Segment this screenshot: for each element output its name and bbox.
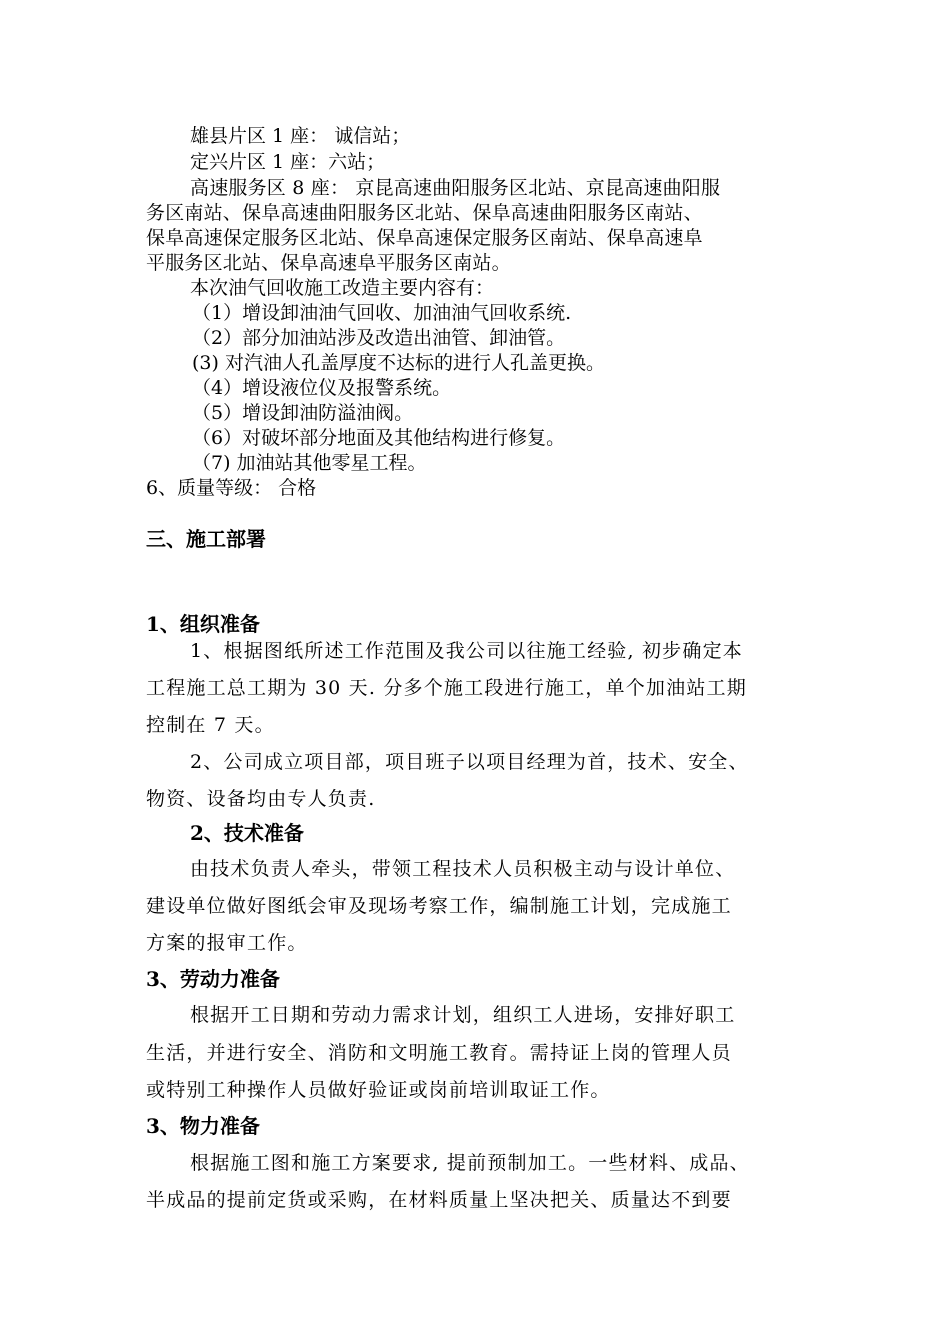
heading-organization: 1、组织准备 <box>146 612 260 636</box>
paragraph-main-content: 本次油气回收施工改造主要内容有： <box>190 277 495 299</box>
paragraph-labor-line1: 根据开工日期和劳动力需求计划，组织工人进场，安排好职工 <box>190 1004 736 1026</box>
section-heading-construction-deployment: 三、施工部署 <box>146 527 266 551</box>
list-item: （7) 加油站其他零星工程。 <box>192 452 427 474</box>
paragraph-xiongxian: 雄县片区 1 座： 诚信站； <box>190 125 411 147</box>
paragraph-org-line2: 工程施工总工期为 30 天. 分多个施工段进行施工，单个加油站工期 <box>146 677 747 699</box>
heading-technical: 2、技术准备 <box>190 821 304 845</box>
paragraph-labor-line2: 生活，并进行安全、消防和文明施工教育。需持证上岗的管理人员 <box>146 1042 732 1064</box>
paragraph-highway-line4: 平服务区北站、保阜高速阜平服务区南站。 <box>146 252 511 274</box>
paragraph-org2-line2: 物资、设备均由专人负责. <box>146 788 376 810</box>
paragraph-dingxing: 定兴片区 1 座：六站； <box>190 151 386 173</box>
paragraph-org-line1: 1、根据图纸所述工作范围及我公司以往施工经验, 初步确定本 <box>190 640 743 662</box>
paragraph-highway-line2: 务区南站、保阜高速曲阳服务区北站、保阜高速曲阳服务区南站、 <box>146 202 703 224</box>
paragraph-material-line2: 半成品的提前定货或采购，在材料质量上坚决把关、质量达不到要 <box>146 1189 732 1211</box>
paragraph-material-line1: 根据施工图和施工方案要求, 提前预制加工。一些材料、成品、 <box>190 1152 750 1174</box>
list-item: （4）增设液位仪及报警系统。 <box>192 377 452 399</box>
quality-grade: 6、质量等级： 合格 <box>146 477 317 499</box>
paragraph-highway-line3: 保阜高速保定服务区北站、保阜高速保定服务区南站、保阜高速阜 <box>146 227 703 249</box>
list-item: （1）增设卸油油气回收、加油油气回收系统. <box>192 302 572 324</box>
list-item: (3) 对汽油人孔盖厚度不达标的进行人孔盖更换。 <box>192 352 605 374</box>
paragraph-labor-line3: 或特别工种操作人员做好验证或岗前培训取证工作。 <box>146 1079 611 1101</box>
heading-labor: 3、劳动力准备 <box>146 967 280 991</box>
paragraph-org-line3: 控制在 7 天。 <box>146 714 275 736</box>
paragraph-tech-line1: 由技术负责人牵头，带领工程技术人员积极主动与设计单位、 <box>190 858 736 880</box>
paragraph-tech-line3: 方案的报审工作。 <box>146 932 308 954</box>
heading-material: 3、物力准备 <box>146 1114 260 1138</box>
paragraph-tech-line2: 建设单位做好图纸会审及现场考察工作，编制施工计划，完成施工 <box>146 895 732 917</box>
paragraph-org2-line1: 2、公司成立项目部，项目班子以项目经理为首，技术、安全、 <box>190 751 749 773</box>
list-item: （6）对破坏部分地面及其他结构进行修复。 <box>192 427 566 449</box>
paragraph-highway-line1: 高速服务区 8 座： 京昆高速曲阳服务区北站、京昆高速曲阳服 <box>190 177 721 199</box>
list-item: （2）部分加油站涉及改造出油管、卸油管。 <box>192 327 566 349</box>
list-item: （5）增设卸油防溢油阀。 <box>192 402 414 424</box>
